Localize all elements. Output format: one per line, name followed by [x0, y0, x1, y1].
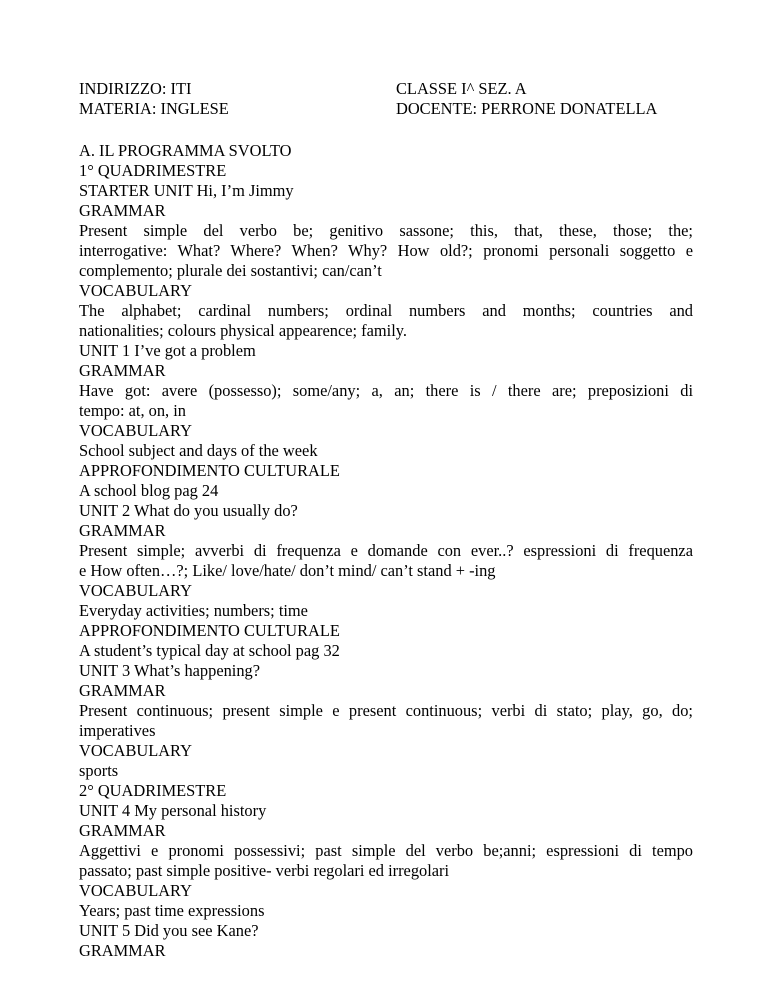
- text-line: nationalities; colours physical appearence; family.: [79, 321, 407, 340]
- text-line: complemento; plurale dei sostantivi; can/can’t: [79, 261, 382, 280]
- text-line: sports: [79, 761, 119, 780]
- header-row-1: [79, 79, 699, 99]
- text-line: GRAMMAR: [79, 201, 166, 220]
- text-line: UNIT 2 What do you usually do?: [79, 501, 298, 520]
- text-line: VOCABULARY: [79, 581, 192, 600]
- header-classe: CLASSE I^ SEZ. A: [396, 79, 527, 98]
- header-docente: DOCENTE: PERRONE DONATELLA: [396, 99, 658, 118]
- text-line: tempo: at, on, in: [79, 401, 186, 420]
- text-line: A. IL PROGRAMMA SVOLTO: [79, 141, 292, 160]
- text-line: Have got: avere (possesso); some/any; a, an; there is / there are; preposizioni di: [79, 381, 693, 400]
- text-line: passato; past simple positive- verbi regolari ed irregolari: [79, 861, 450, 880]
- text-line: Aggettivi e pronomi possessivi; past simple del verbo be;anni; espressioni di tempo: [79, 841, 693, 860]
- text-line: Present continuous; present simple e present continuous; verbi di stato; play, go, do;: [79, 701, 693, 720]
- text-line: Everyday activities; numbers; time: [79, 601, 308, 620]
- text-line: GRAMMAR: [79, 681, 166, 700]
- program-body: [79, 141, 693, 961]
- text-line: 2° QUADRIMESTRE: [79, 781, 227, 800]
- text-line: STARTER UNIT Hi, I’m Jimmy: [79, 181, 294, 200]
- text-line: e How often…?; Like/ love/hate/ don’t mind/ can’t stand + -ing: [79, 561, 496, 580]
- text-line: Years; past time expressions: [79, 901, 265, 920]
- text-line: UNIT 5 Did you see Kane?: [79, 921, 259, 940]
- text-line: School subject and days of the week: [79, 441, 318, 460]
- text-line: GRAMMAR: [79, 821, 166, 840]
- text-line: VOCABULARY: [79, 281, 192, 300]
- text-line: interrogative: What? Where? When? Why? How old?; pronomi personali soggetto e: [79, 241, 693, 260]
- text-line: UNIT 4 My personal history: [79, 801, 267, 820]
- text-line: A school blog pag 24: [79, 481, 219, 500]
- text-line: imperatives: [79, 721, 156, 740]
- text-line: APPROFONDIMENTO CULTURALE: [79, 621, 340, 640]
- header-indirizzo: INDIRIZZO: ITI: [79, 79, 192, 98]
- text-line: 1° QUADRIMESTRE: [79, 161, 227, 180]
- text-line: VOCABULARY: [79, 421, 192, 440]
- text-line: GRAMMAR: [79, 361, 166, 380]
- text-line: The alphabet; cardinal numbers; ordinal numbers and months; countries and: [79, 301, 693, 320]
- text-line: GRAMMAR: [79, 521, 166, 540]
- text-line: APPROFONDIMENTO CULTURALE: [79, 461, 340, 480]
- document-header: [79, 79, 699, 119]
- header-row-2: [79, 99, 699, 119]
- text-line: VOCABULARY: [79, 881, 192, 900]
- text-line: GRAMMAR: [79, 941, 166, 960]
- text-line: Present simple; avverbi di frequenza e domande con ever..? espressioni di frequenza: [79, 541, 693, 560]
- text-line: UNIT 3 What’s happening?: [79, 661, 261, 680]
- text-line: A student’s typical day at school pag 32: [79, 641, 340, 660]
- text-line: Present simple del verbo be; genitivo sassone; this, that, these, those; the;: [79, 221, 693, 240]
- header-materia: MATERIA: INGLESE: [79, 99, 229, 118]
- text-line: VOCABULARY: [79, 741, 192, 760]
- text-line: UNIT 1 I’ve got a problem: [79, 341, 256, 360]
